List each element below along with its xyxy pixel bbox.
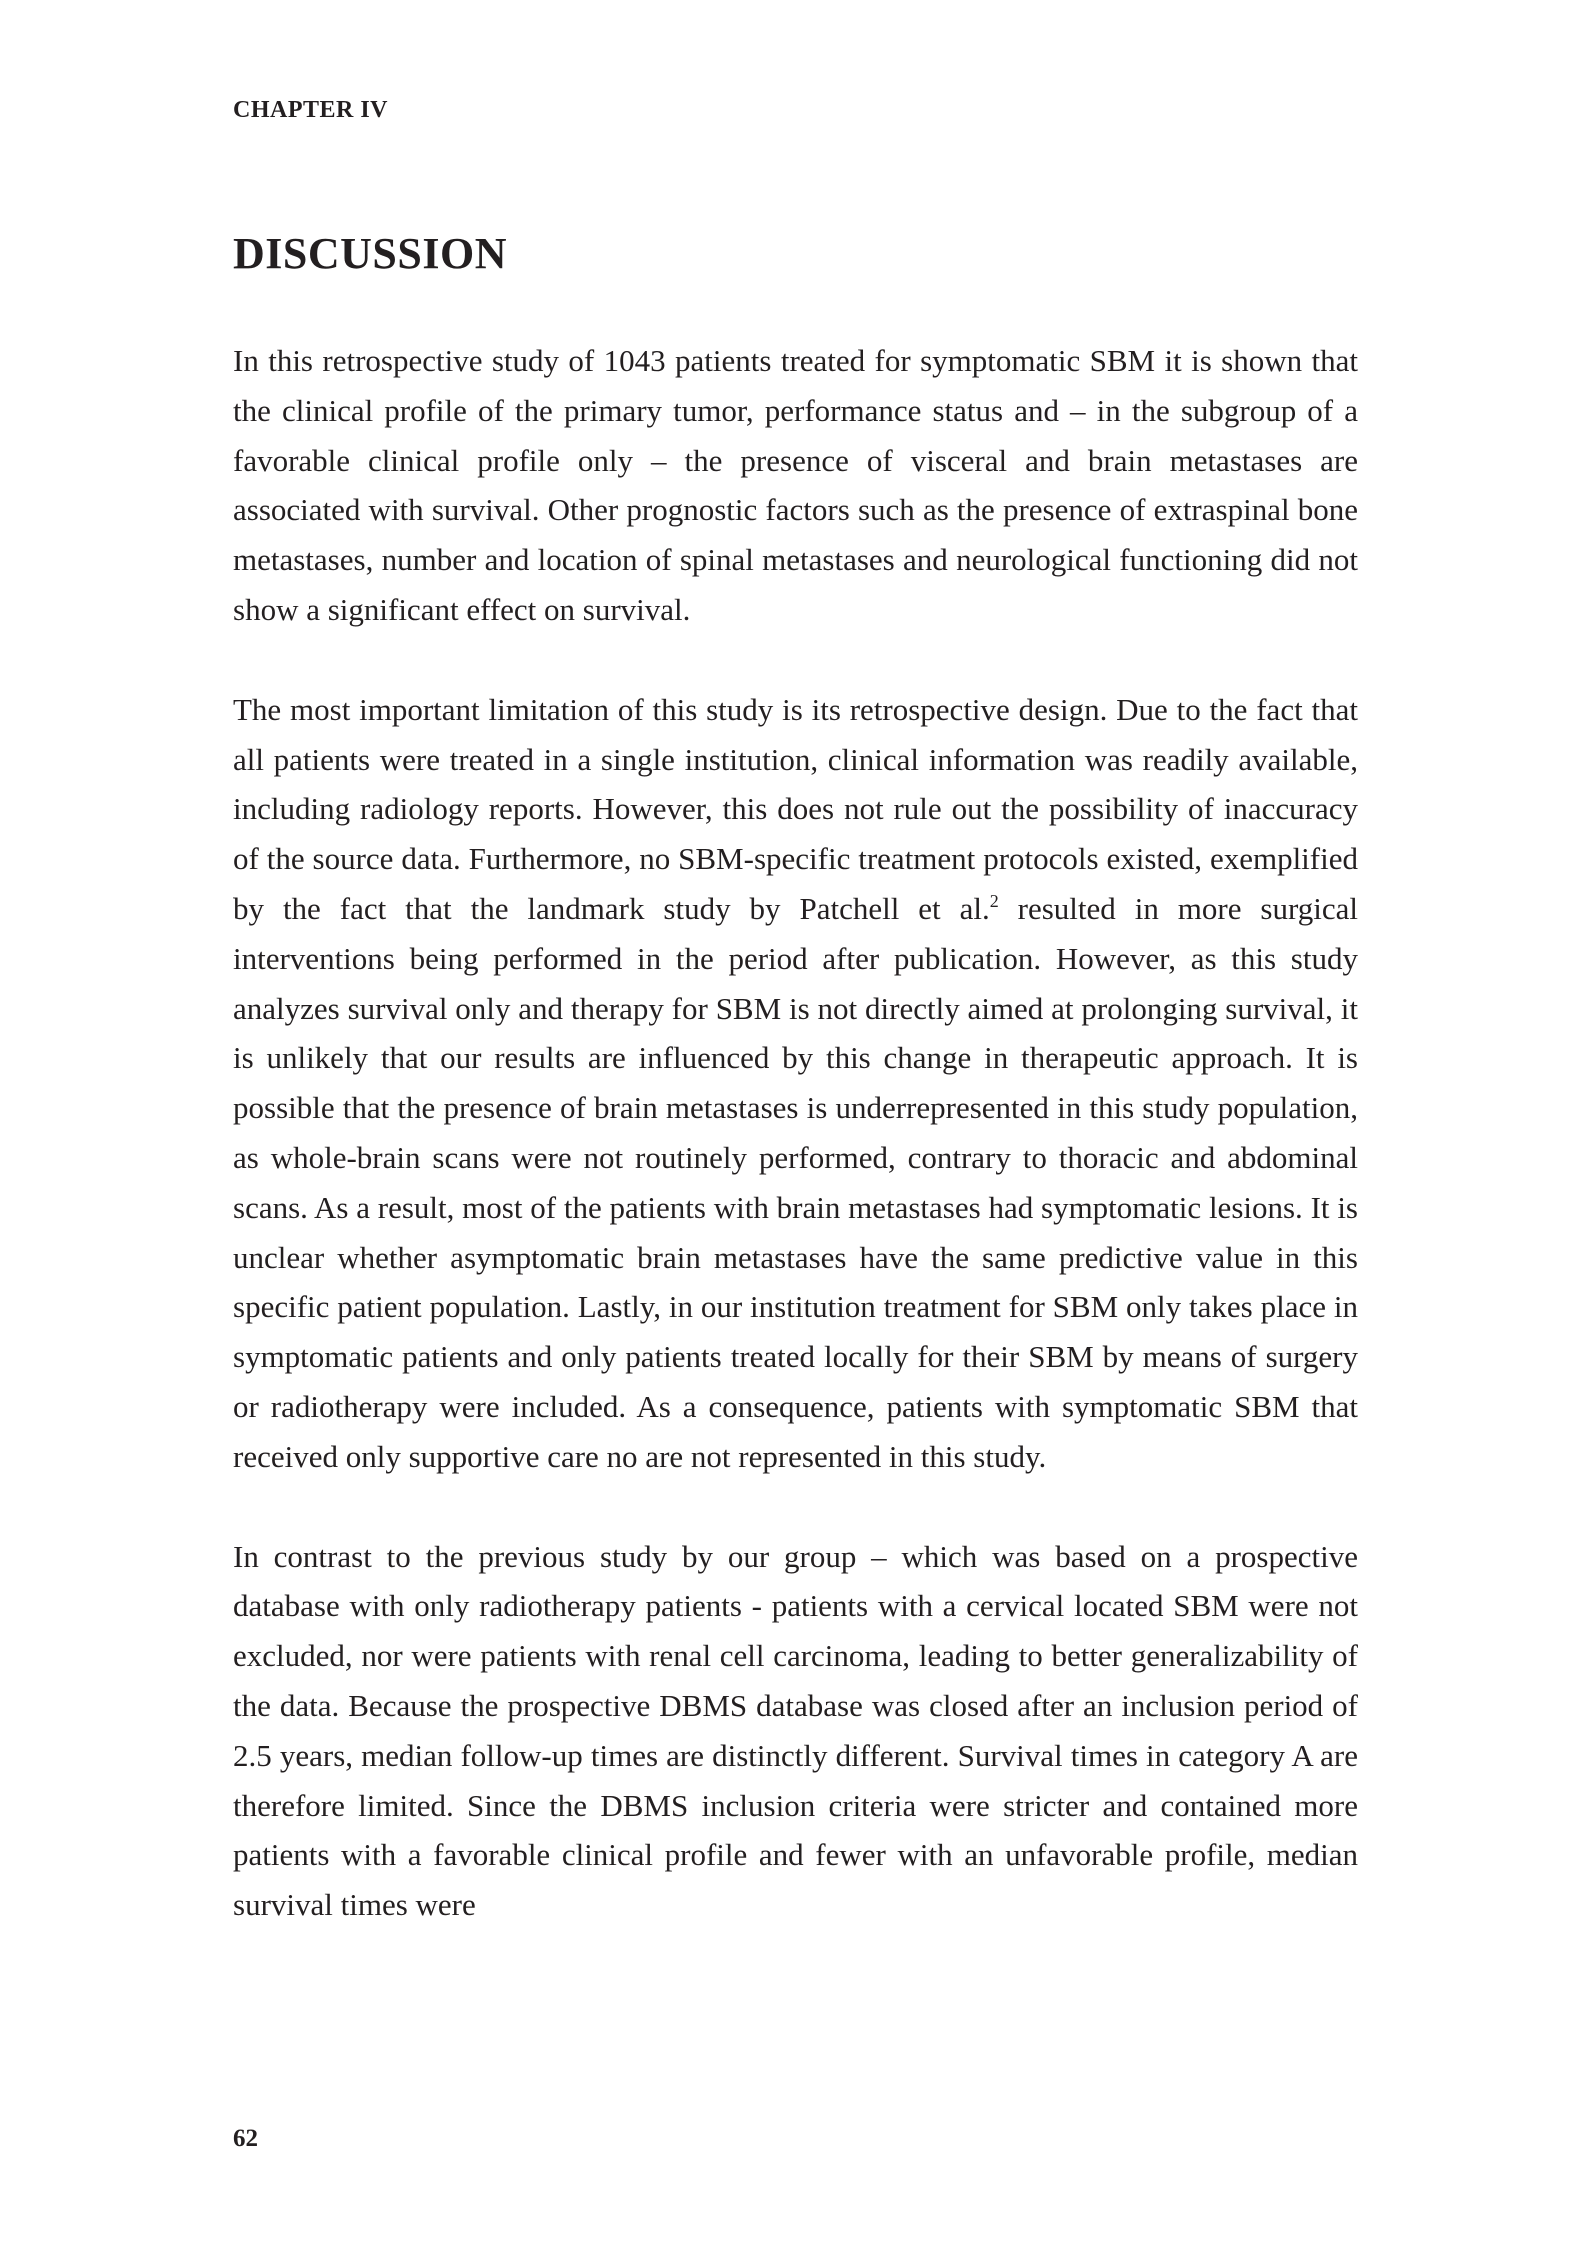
page-number: 62 bbox=[233, 2125, 258, 2152]
paragraph-1: In this retrospective study of 1043 patients treated for symptomatic SBM it is shown that the clinical profile of the primary tumor, performance status and – in the subgroup of a favorable clinical profile only – the presence of visceral and brain metastases are associated with survival. Other prognostic factors such as the presence of extraspinal bone metastases, number and location of spinal metastases and neurological functioning did not show a significant effect on survival. bbox=[233, 343, 1358, 627]
chapter-header: CHAPTER IV bbox=[233, 97, 389, 123]
citation-superscript: 2 bbox=[989, 890, 999, 911]
paragraph-3: In contrast to the previous study by our group – which was based on a prospective database with only radiotherapy patients - patients with a cervical located SBM were not excluded, nor were patients with renal cell carcinoma, leading to better generalizability of the data. Because the prospective DBMS database was closed after an inclusion period of 2.5 years, median follow-up times are distinctly different. Survival times in category A are therefore limited. Since the DBMS inclusion criteria were stricter and contained more patients with a favorable clinical profile and fewer with an unfavorable profile, median survival times were bbox=[233, 1538, 1358, 1923]
paragraph-2 bbox=[233, 685, 1358, 1482]
paragraph-2-text-before: The most important limitation of this study is its retrospective design. Due to the fact that all patients were treated in a single institution, clinical information was readily available, including radiology reports. However, this does not rule out the possibility of inaccuracy of the source data. Furthermore, no SBM-specific treatment protocols existed, exemplified by the fact that the landmark study by Patchell et al. bbox=[233, 691, 1358, 926]
paragraph-2-text-after: resulted in more surgical interventions being performed in the period after publication. However, as this study analyzes survival only and therapy for SBM is not directly aimed at prolonging survival, it is unlikely that our results are influenced by this change in therapeutic approach. It is possible that the presence of brain metastases is underrepresented in this study population, as whole-brain scans were not routinely performed, contrary to thoracic and abdominal scans. As a result, most of the patients with brain metastases had symptomatic lesions. It is unclear whether asymptomatic brain metastases have the same predictive value in this specific patient population. Lastly, in our institution treatment for SBM only takes place in symptomatic patients and only patients treated locally for their SBM by means of surgery or radiotherapy were included. As a consequence, patients with symptomatic SBM that received only supportive care no are not represented in this study. bbox=[233, 890, 1359, 1474]
body-text bbox=[233, 336, 1358, 1930]
section-title: DISCUSSION bbox=[233, 229, 507, 278]
